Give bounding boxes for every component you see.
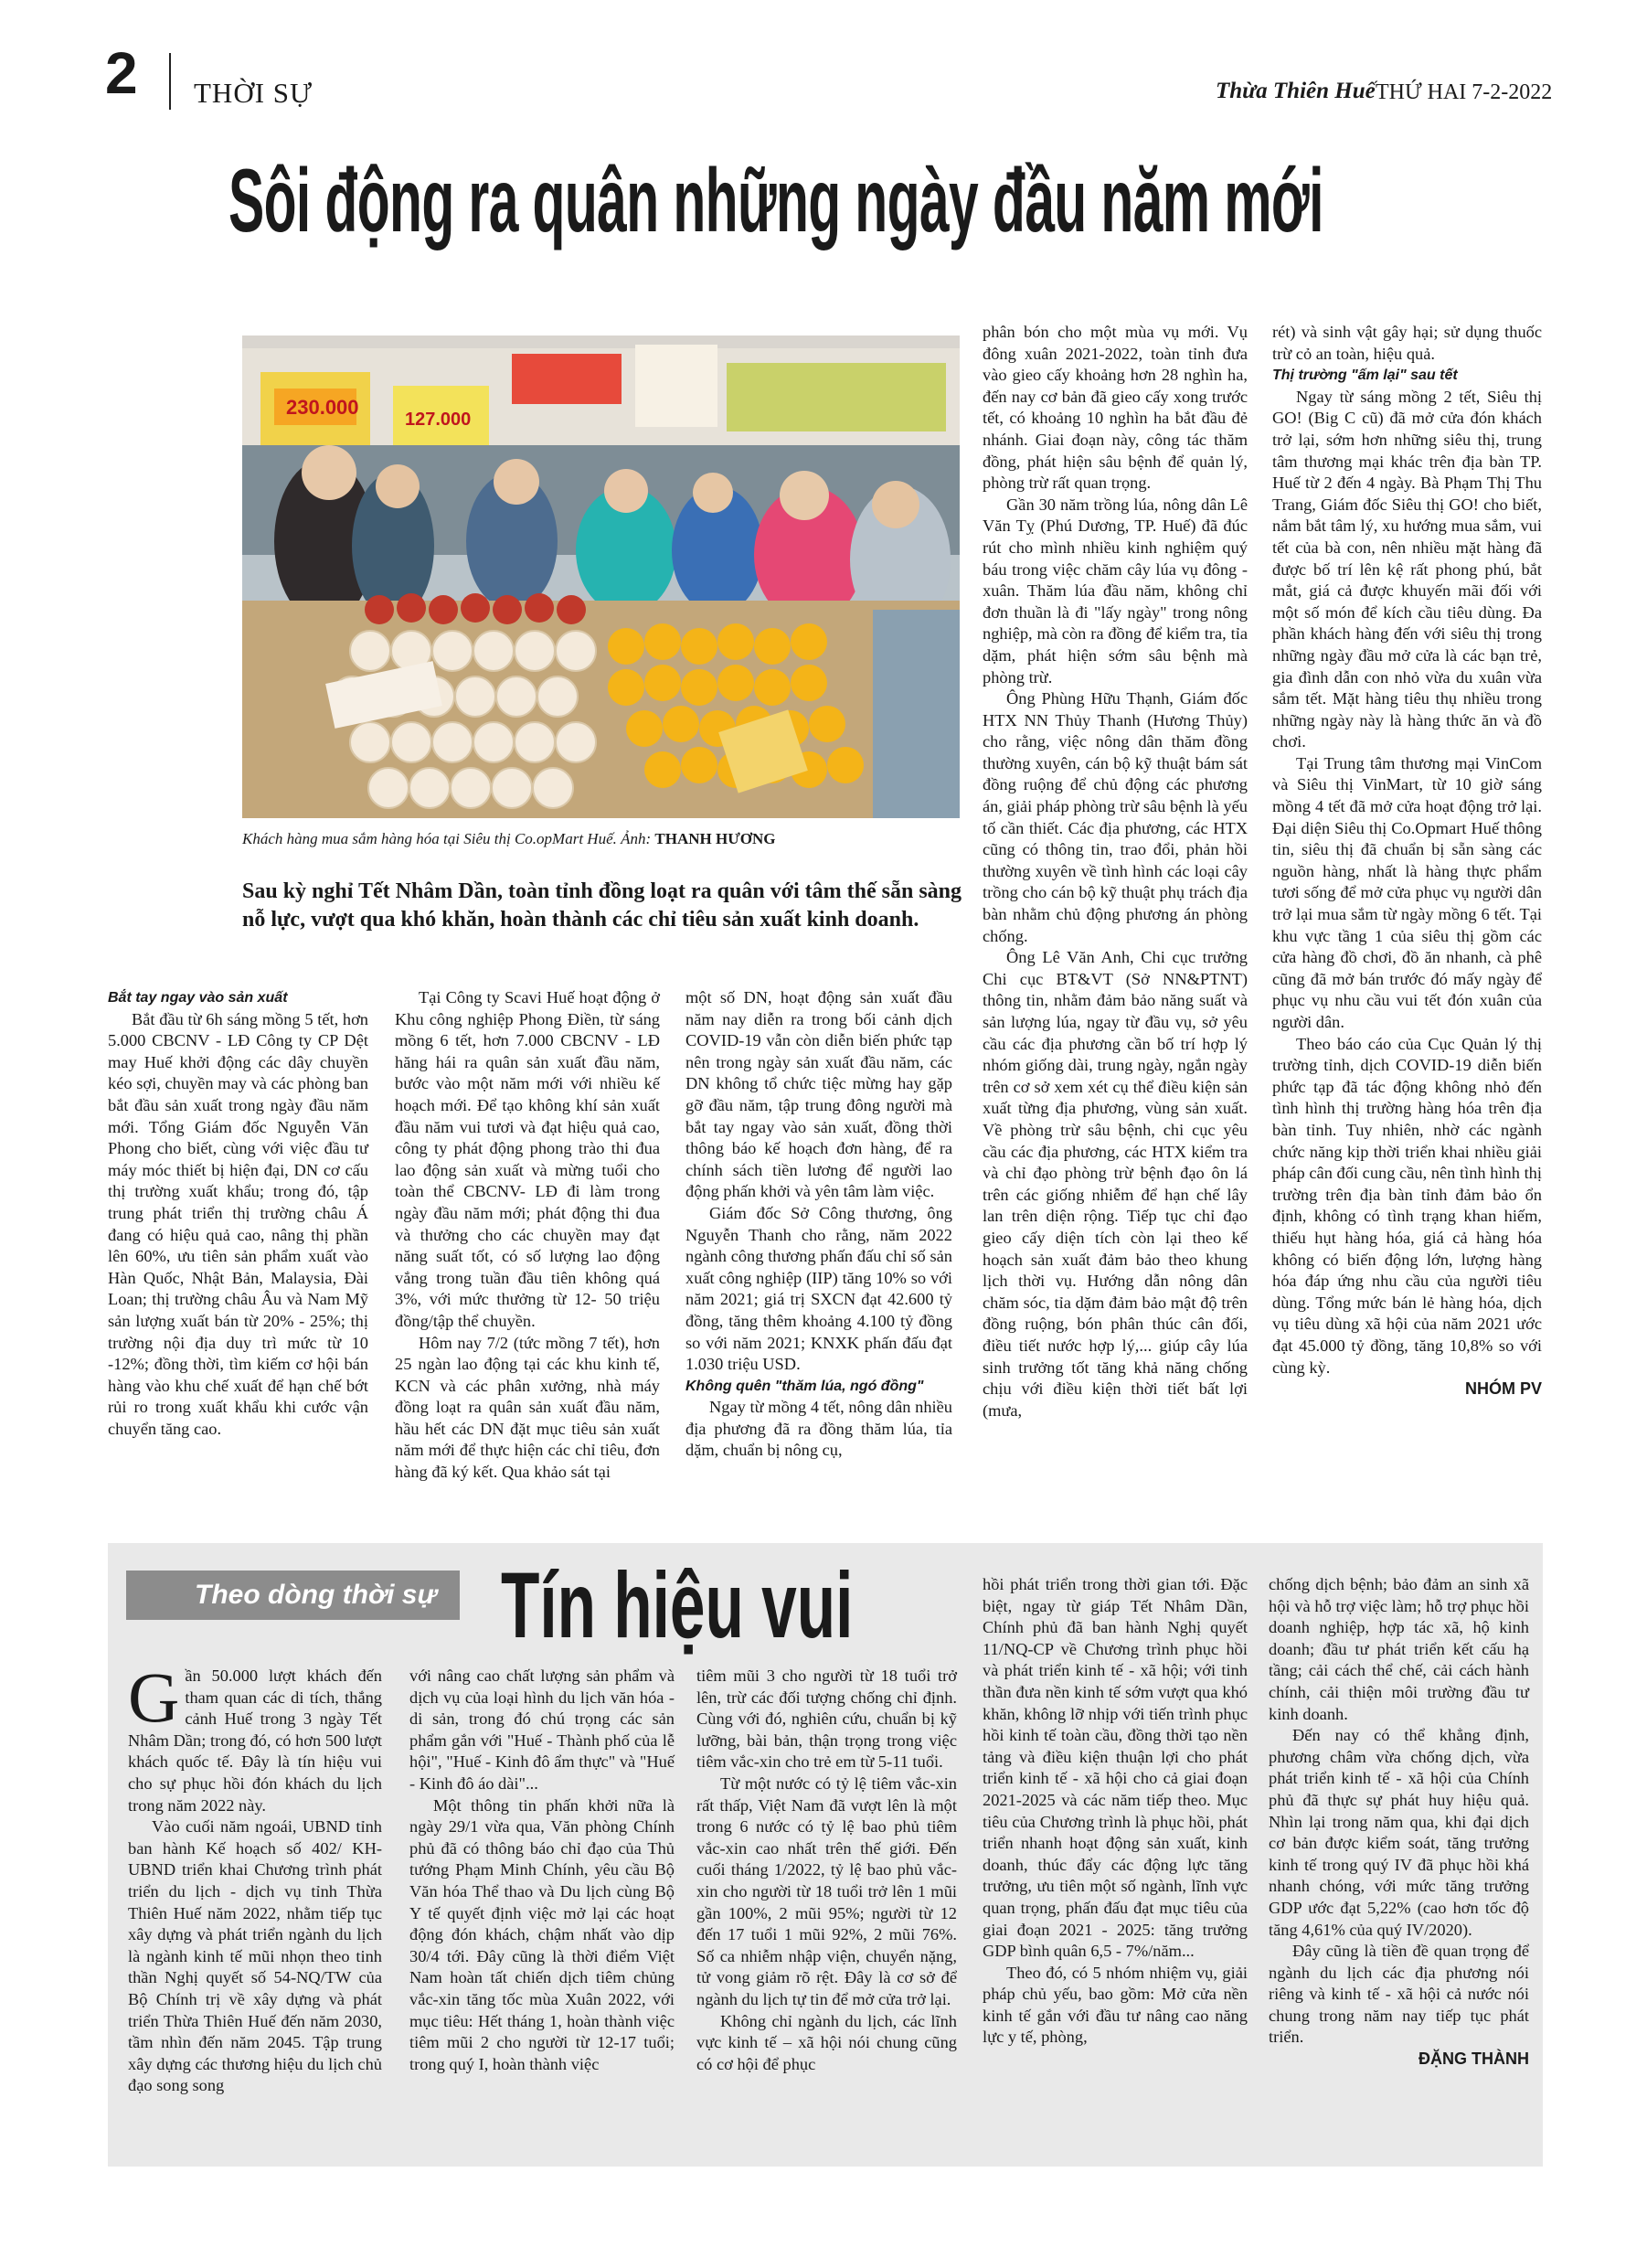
- paragraph: Từ một nước có tỷ lệ tiêm vắc-xin rất thấp, Việt Nam đã vượt lên là một trong 6 nước có tỷ lệ bao phủ tiêm vắc-xin cao nhất trên thế giới. Đến cuối tháng 1/2022, tỷ lệ bao phủ vắc-xin cho người từ 18 tuổi trở lên 1 mũi gần 100%, 2 mũi 95%; người từ 12 đến 17 tuổi 1 mũi 92%, 2 mũi 76%. Số ca nhiễm nhập viện, chuyển nặng, tử vong giảm rõ rệt. Đây là cơ sở để ngành du lịch tự tin để mở cửa trở lại.: [696, 1773, 957, 2008]
- byline: NHÓM PV: [1464, 1379, 1542, 1399]
- paragraph: Giám đốc Sở Công thương, ông Nguyễn Thanh cho rằng, năm 2022 ngành công thương phấn đấu chỉ số sản xuất công nghiệp (IIP) tăng 10% so với năm 2021; giá trị SXCN đạt 42.600 tỷ đồng, tăng thêm khoảng 4.100 tỷ đồng so với năm 2021; KNXK phấn đấu đạt 1.030 triệu USD.: [685, 1203, 952, 1374]
- commentary-column-4: [983, 1574, 1248, 2049]
- byline: ĐẶNG THÀNH: [1419, 2050, 1529, 2069]
- paragraph: Gần 30 năm trồng lúa, nông dân Lê Văn Tỵ (Phú Dương, TP. Huế) đã đúc rút cho mình nhiều kinh nghiệm quý báu trong việc chăm cây lúa vụ đông - xuân. Thăm lúa đầu năm, không chỉ đơn thuần là đi "lấy ngày" trong nông nghiệp, mà còn ra đồng để kiểm tra, tỉa dặm, phát hiện sớm sâu bệnh mà phòng trừ.: [983, 495, 1248, 687]
- paragraph: Một thông tin phấn khởi nữa là ngày 29/1 vừa qua, Văn phòng Chính phủ đã có thông báo chỉ đạo của Thủ tướng Phạm Minh Chính, yêu cầu Bộ Văn hóa Thể thao và Du lịch cùng Bộ Y tế quyết định việc mở lại các hoạt động đón khách, chậm nhất vào dịp 30/4 tới. Đây cũng là thời điểm Việt Nam hoàn tất chiến dịch tiêm chủng vắc-xin tăng tốc mùa Xuân 2022, với mục tiêu: Hết tháng 1, hoàn thành việc tiêm mũi 2 cho người từ 12-17 tuổi; trong quý I, hoàn thành việc: [409, 1795, 675, 2073]
- paragraph: Theo đó, có 5 nhóm nhiệm vụ, giải pháp chủ yếu, bao gồm: Mở cửa nền kinh tế gắn với đầu tư nâng cao năng lực y tế, phòng,: [983, 1963, 1248, 2047]
- commentary-column-3: [696, 1666, 957, 2075]
- paragraph: Tại Trung tâm thương mại VinCom và Siêu thị VinMart, từ 10 giờ sáng mồng 4 tết đã mở cửa hoạt động trở lại. Đại diện Siêu thị Co.Opmart Huế thông tin, siêu thị đã chuẩn bị sẵn sàng các nguồn hàng, nhất là hàng thực phẩm tươi sống để mở cửa phục vụ người dân trở lại mua sắm từ ngày mồng 6 tết. Tại khu vực tầng 1 của siêu thị gồm các cửa hàng đồ chơi, đồ ăn nhanh, cà phê cũng đã mở bán trước đó mấy ngày để phục vụ nhu cầu vui tết đón xuân của người dân.: [1272, 753, 1542, 1031]
- issue-date: THỨ HAI 7-2-2022: [1376, 80, 1553, 104]
- price-sign-1: 230.000: [286, 396, 359, 419]
- paragraph: Đến nay có thể khẳng định, phương châm vừa chống dịch, vừa phát triển kinh tế - xã hội của Chính phủ đã thực sự phát huy hiệu quả. Nhìn lại trong năm qua, khi đại dịch cơ bản được kiểm soát, tăng trưởng kinh tế trong quý IV đã phục hồi khá nhanh chóng, với mức tăng trưởng GDP ước đạt 5,22% (cao hơn tốc độ tăng 4,61% của quý IV/2020).: [1269, 1726, 1529, 1939]
- paragraph: tiêm mũi 3 cho người từ 18 tuổi trở lên, trừ các đối tượng chống chỉ định. Cùng với đó, nghiên cứu, chuẩn bị kỹ lưỡng, bài bản, thận trọng trong việc tiêm vắc-xin cho trẻ em từ 5-11 tuổi.: [696, 1666, 957, 1772]
- paragraph: Vào cuối năm ngoái, UBND tỉnh ban hành Kế hoạch số 402/ KH-UBND triển khai Chương trình phát triển du lịch - dịch vụ tỉnh Thừa Thiên Huế năm 2022, nhằm tiếp tục xây dựng và phát triển ngành du lịch là ngành kinh tế mũi nhọn theo tinh thần Nghị quyết số 54-NQ/TW của Bộ Chính trị về xây dựng và phát triển Thừa Thiên Huế đến năm 2030, tầm nhìn đến năm 2045. Tập trung xây dựng các thương hiệu du lịch chủ đạo song song: [128, 1817, 382, 2095]
- article-column-5: [1272, 322, 1542, 1400]
- article-column-1: [108, 987, 368, 1440]
- paragraph: Bắt đầu từ 6h sáng mồng 5 tết, hơn 5.000 CBCNV - LĐ Công ty CP Dệt may Huế khởi động các dây chuyền kéo sợi, chuyền may và các phòng ban bắt đầu sản xuất trong ngày đầu năm mới. Tổng Giám đốc Nguyễn Văn Phong cho biết, cùng với việc đầu tư máy móc thiết bị hiện đại, DN cơ cấu thị trường xuất khẩu; trong đó, tập trung phát triển thị trường châu Á đang có hiệu quả cao, nâng thị phần lên 60%, ưu tiên sản phẩm xuất vào Hàn Quốc, Nhật Bản, Malaysia, Đài Loan; thị trường châu Âu và Nam Mỹ sản lượng xuất bán từ 20% - 25%; thị trường nội địa duy trì mức từ 10 -12%; đồng thời, tìm kiếm cơ hội bán hàng vào khu chế xuất để hạn chế bớt rủi ro trong xuất khẩu khi cước vận chuyển tăng cao.: [108, 1009, 368, 1438]
- column-tag: Theo dòng thời sự: [126, 1571, 460, 1620]
- commentary-column-5: [1269, 1574, 1529, 2071]
- paragraph: một số DN, hoạt động sản xuất đầu năm nay diễn ra trong bối cảnh dịch COVID-19 vẫn còn diễn biến phức tạp nên trong ngày sản xuất đầu năm, các DN không tổ chức tiệc mừng hay gặp gỡ đầu năm, tập trung đông người mà bắt tay ngay vào sản xuất, đồng thời thông báo kế hoạch đơn hàng, để ra chính sách tiền lương để người lao động phấn khởi và yên tâm làm việc.: [685, 988, 952, 1201]
- article-photo: [242, 335, 960, 818]
- paragraph: Ông Lê Văn Anh, Chi cục trưởng Chi cục BT&VT (Sở NN&PTNT) thông tin, nhằm đảm bảo năng suất và sản lượng lúa, ngay từ đầu vụ, sở yêu cầu các địa phương cần bố trí hợp lý nhóm giống dài, trung ngày, ngắn ngày trên cơ sở xem xét cụ thể điều kiện sản xuất từng địa phương, vùng sản xuất. Về phòng trừ sâu bệnh, chi cục yêu cầu các địa phương, các HTX kiểm tra và chỉ đạo phòng trừ bệnh đạo ôn lá trên các giống nhiễm để hạn chế lây lan trên diện rộng. Tiếp tục chỉ đạo gieo cấy diện tích còn lại theo kế hoạch sản xuất đảm bảo theo khung lịch thời vụ. Hướng dẫn nông dân chăm sóc, tỉa dặm đảm bảo mật độ trên đồng ruộng, bón phân thúc cân đối, điều tiết nước hợp lý,... giúp cây lúa sinh trưởng tốt tăng khả năng chống chịu với điều kiện thời tiết bất lợi (mưa,: [983, 948, 1248, 1420]
- paragraph: Tại Công ty Scavi Huế hoạt động ở Khu công nghiệp Phong Điền, từ sáng mồng 6 tết, hơn 7.000 CBCNV - LĐ hăng hái ra quân sản xuất đầu năm, bước vào một năm mới với nhiều kế hoạch mới. Để tạo không khí sản xuất đầu năm vui tươi và đạt hiệu quả cao, công ty phát động phong trào thi đua lao động sản xuất và mừng tuổi cho toàn thể CBCNV- LĐ đi làm trong ngày đầu năm mới; phát động thi đua và thưởng cho các chuyền may đạt năng suất tốt, có số lượng lao động vắng trong tuần đầu tiên không quá 3%, với mức thưởng từ 12- 50 triệu đồng/tập thể chuyền.: [395, 988, 660, 1330]
- paragraph: Ngay từ sáng mồng 2 tết, Siêu thị GO! (Big C cũ) đã mở cửa đón khách trở lại, sớm hơn những siêu thị, trung tâm thương mại khác trên địa bàn TP. Huế từ 2 đến 4 ngày. Bà Phạm Thị Thu Trang, Giám đốc Siêu thị GO! cho biết, nắm bắt tâm lý, xu hướng mua sắm, vui tết của bà con, nên nhiều mặt hàng đã được bố trí lên kệ rất phong phú, bắt mắt, giá cả được khuyến mãi đối với một số món để kích cầu tiêu dùng. Đa phần khách hàng đến với siêu thị trong những ngày đầu mở cửa là các bạn trẻ, gia đình dẫn con nhỏ vừa du xuân vừa sắm tết. Mặt hàng tiêu thụ nhiều trong những ngày này là hàng thức ăn và đồ chơi.: [1272, 387, 1542, 751]
- subheading: Thị trường "ấm lại" sau tết: [1272, 367, 1458, 384]
- paragraph: hồi phát triển trong thời gian tới. Đặc biệt, ngay từ giáp Tết Nhâm Dần, Chính phủ đã ban hành Nghị quyết 11/NQ-CP về Chương trình phục hồi và phát triển kinh tế - xã hội; với tinh thần đưa nền kinh tế sớm vượt qua khó khăn, không lỡ nhịp với tiến trình phục hồi kinh tế toàn cầu, đồng thời tạo nền tảng và điều kiện thuận lợi cho phát triển kinh tế - xã hội cho cả giai đoạn 2021-2025 và các năm tiếp theo. Mục tiêu của Chương trình là phục hồi, phát triển nhanh hoạt động sản xuất, kinh doanh, thúc đẩy các động lực tăng trưởng, ưu tiên một số ngành, lĩnh vực quan trọng, phấn đấu đạt mục tiêu của giai đoạn 2021 - 2025: tăng trưởng GDP bình quân 6,5 - 7%/năm...: [983, 1575, 1248, 1961]
- paragraph-text: ần 50.000 lượt khách đến tham quan các di tích, thắng cảnh Huế trong 3 ngày Tết Nhâm Dần; trong đó, có hơn 500 lượt khách quốc tế. Đây là tín hiệu vui cho sự phục hồi đón khách du lịch trong năm 2022 này.: [128, 1666, 382, 1815]
- article-column-3: [685, 987, 952, 1462]
- subheading: Bắt tay ngay vào sản xuất: [108, 990, 288, 1006]
- subheading: Không quên "thăm lúa, ngó đồng": [685, 1378, 924, 1394]
- page-number: 2: [105, 40, 138, 106]
- paragraph: Ông Phùng Hữu Thạnh, Giám đốc HTX NN Thủy Thanh (Hương Thủy) cho rằng, việc nông dân thăm đồng thường xuyên, cán bộ kỹ thuật bám sát đồng ruộng để chủ động các phương án, giải pháp phòng trừ sâu bệnh là yếu tố cần thiết. Các địa phương, các HTX cũng có thông tin, trao đổi, phản hồi thường xuyên về tình hình các loại cây trồng cho cán bộ kỹ thuật phụ trách địa bàn nhằm chủ động phương án phòng chống.: [983, 689, 1248, 945]
- headline: Sôi động ra quân những ngày đầu năm mới: [228, 150, 1323, 250]
- paragraph: Đây cũng là tiền đề quan trọng để ngành du lịch các địa phương nói riêng và kinh tế - xã hội cả nước nói chung trong năm nay tiếp tục phát triển.: [1269, 1942, 1529, 2047]
- paragraph: Theo báo cáo của Cục Quản lý thị trường tỉnh, dịch COVID-19 diễn biến phức tạp đã tác động không nhỏ đến tình hình thị trường hàng hóa trên địa bàn tỉnh. Tuy nhiên, nhờ các ngành chức năng kịp thời triển khai nhiều giải pháp cân đối cung cầu, nên tình hình thị trường trên địa bàn tỉnh đảm bảo ổn định, không có tình trạng khan hiếm, thiếu hụt hàng hóa, giá cả hàng hóa không có biến động lớn, lượng hàng hóa đáp ứng nhu cầu của người tiêu dùng. Tổng mức bán lẻ hàng hóa, dịch vụ tiêu dùng xã hội của năm 2021 ước đạt 45.000 tỷ đồng, tăng 10,8% so với cùng kỳ.: [1272, 1034, 1542, 1377]
- article-column-2: [395, 987, 660, 1484]
- paragraph: Ngay từ mồng 4 tết, nông dân nhiều địa phương đã ra đồng thăm lúa, tỉa dặm, chuẩn bị nông cụ,: [685, 1398, 952, 1460]
- newspaper-name: Thừa Thiên Huế: [1216, 79, 1376, 103]
- commentary-title: Tín hiệu vui: [501, 1553, 854, 1657]
- photo-credit: THANH HƯƠNG: [654, 830, 776, 847]
- article-column-4: [983, 322, 1248, 1421]
- paragraph: Không chỉ ngành du lịch, các lĩnh vực kinh tế – xã hội nói chung cũng có cơ hội để phục: [696, 2011, 957, 2073]
- drop-cap: G: [128, 1657, 180, 1737]
- commentary-column-1: [128, 1657, 382, 2097]
- article-lead: Sau kỳ nghỉ Tết Nhâm Dần, toàn tỉnh đồng loạt ra quân với tâm thế sẵn sàng nỗ lực, vượt qua khó khăn, hoàn thành các chỉ tiêu sản xuất kinh doanh.: [242, 879, 962, 932]
- paragraph: với nâng cao chất lượng sản phẩm và dịch vụ của loại hình du lịch văn hóa - di sản, trong đó chú trọng các sản phẩm gắn với "Huế - Thành phố của lễ hội", "Huế - Kinh đô ẩm thực" và "Huế - Kinh đô áo dài"...: [409, 1666, 675, 1793]
- commentary-column-2: [409, 1666, 675, 2075]
- price-sign-2: 127.000: [405, 410, 472, 430]
- caption-text: Khách hàng mua sắm hàng hóa tại Siêu thị Co.opMart Huế. Ảnh:: [242, 830, 655, 847]
- paragraph: chống dịch bệnh; bảo đảm an sinh xã hội và hỗ trợ việc làm; hỗ trợ phục hồi doanh nghiệp, hợp tác xã, hộ kinh doanh; đầu tư phát triển kết cấu hạ tầng; cải cách thể chế, cải cách hành chính, cải thiện môi trường đầu tư kinh doanh.: [1269, 1575, 1529, 1723]
- photo-caption: [242, 830, 964, 848]
- paragraph: [128, 1657, 382, 1816]
- paragraph: phân bón cho một mùa vụ mới. Vụ đông xuân 2021-2022, toàn tỉnh đưa vào gieo cấy khoảng hơn 28 nghìn ha, đến nay cơ bản đã gieo cấy xong trước tết, có khoảng 10 nghìn ha bắt đầu đẻ nhánh. Giai đoạn này, công tác thăm đồng, phát hiện sâu bệnh để quản lý, phòng trừ rất quan trọng.: [983, 323, 1248, 493]
- section-title: THỜI SỰ: [194, 77, 313, 109]
- paragraph: Hôm nay 7/2 (tức mồng 7 tết), hơn 25 ngàn lao động tại các khu kinh tế, KCN và các phân xưởng, nhà máy đồng loạt ra quân sản xuất đầu năm, hầu hết các DN đặt mục tiêu sản xuất năm mới để thực hiện các chỉ tiêu, đơn hàng đã ký kết. Qua khảo sát tại: [395, 1333, 660, 1482]
- header-divider: [169, 53, 171, 110]
- paragraph: rét) và sinh vật gây hại; sử dụng thuốc trừ cỏ an toàn, hiệu quả.: [1272, 323, 1542, 363]
